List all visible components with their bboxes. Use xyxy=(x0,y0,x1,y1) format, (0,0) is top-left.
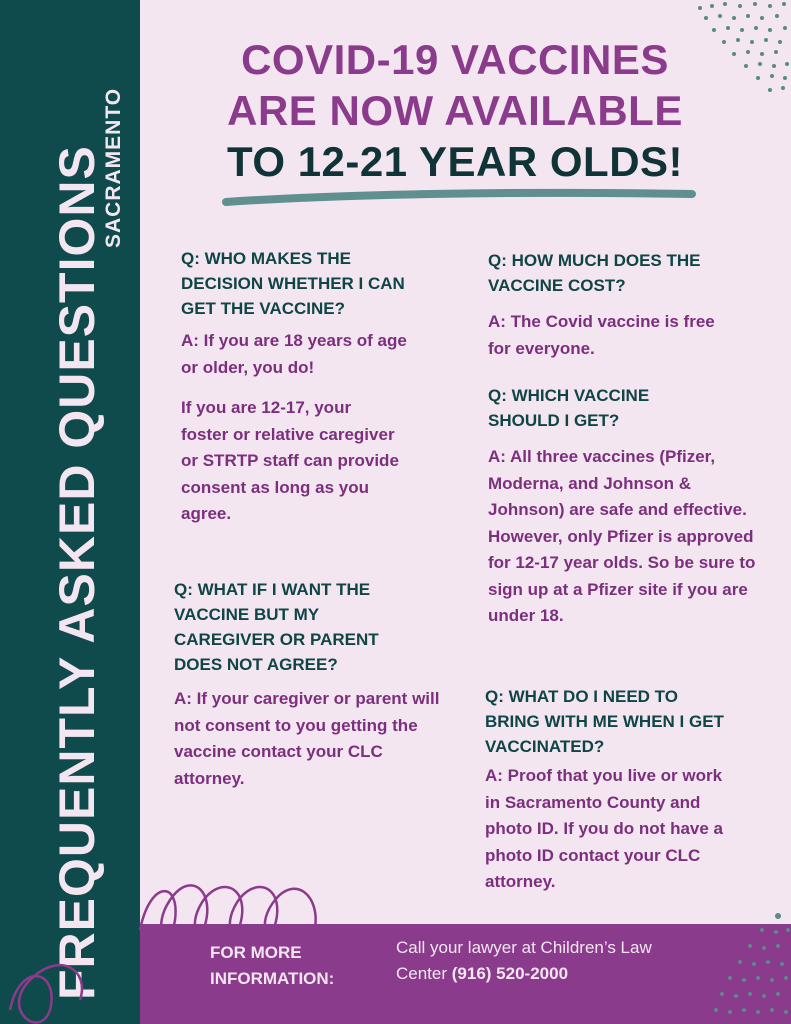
faq-left-column-2 xyxy=(174,577,440,792)
faq-question-2: Q: WHAT IF I WANT THE VACCINE BUT MY CAREGIVER OR PARENT DOES NOT AGREE? xyxy=(174,580,379,674)
sidebar-subtitle: SACRAMENTO xyxy=(102,87,125,248)
footer-bar xyxy=(140,924,791,1024)
faq-answer-5: A: Proof that you live or work in Sacramento County and photo ID. If you do not have a photo ID contact your CLC attorney. xyxy=(485,766,723,891)
faq-question-5: Q: WHAT DO I NEED TO BRING WITH ME WHEN I GET VACCINATED? xyxy=(485,687,724,756)
headline xyxy=(150,34,760,187)
footer-phone[interactable]: (916) 520-2000 xyxy=(451,964,569,983)
headline-line-1: COVID-19 VACCINES xyxy=(241,36,669,83)
faq-right-column-2 xyxy=(485,684,755,896)
faq-answer-2: A: If your caregiver or parent will not consent to you getting the vaccine contact your CLC attorney. xyxy=(174,689,440,788)
footer-contact xyxy=(396,935,686,987)
faq-left-column xyxy=(181,246,421,528)
sidebar-title: FREQUENTLY ASKED QUESTIONS xyxy=(49,145,105,1000)
footer-label: FOR MORE INFORMATION: xyxy=(210,943,335,988)
faq-answer-1-extra: If you are 12-17, your foster or relative caregiver or STRTP staff can provide consent as long as you agree. xyxy=(181,398,399,523)
faq-question-3: Q: HOW MUCH DOES THE VACCINE COST? xyxy=(488,251,701,295)
faq-answer-1: A: If you are 18 years of age or older, you do! xyxy=(181,331,407,377)
faq-question-1: Q: WHO MAKES THE DECISION WHETHER I CAN GET THE VACCINE? xyxy=(181,249,405,318)
headline-line-2: ARE NOW AVAILABLE xyxy=(227,87,683,134)
faq-answer-3: A: The Covid vaccine is free for everyone. xyxy=(488,312,715,358)
underline-swoosh-icon xyxy=(222,186,698,208)
footer-contact-text: Call your lawyer at Children’s Law Center xyxy=(396,938,652,983)
faq-right-column xyxy=(488,248,758,630)
dots-decoration-bottom-icon xyxy=(700,910,791,1024)
faq-question-4: Q: WHICH VACCINE SHOULD I GET? xyxy=(488,386,650,430)
headline-line-3: TO 12-21 YEAR OLDS! xyxy=(226,138,684,185)
faq-answer-4: A: All three vaccines (Pfizer, Moderna, and Johnson & Johnson) are safe and effective. However, only Pfizer is approved for 12-17 year olds. So be sure to sign up at a Pfizer site if you are under 18. xyxy=(488,447,756,625)
